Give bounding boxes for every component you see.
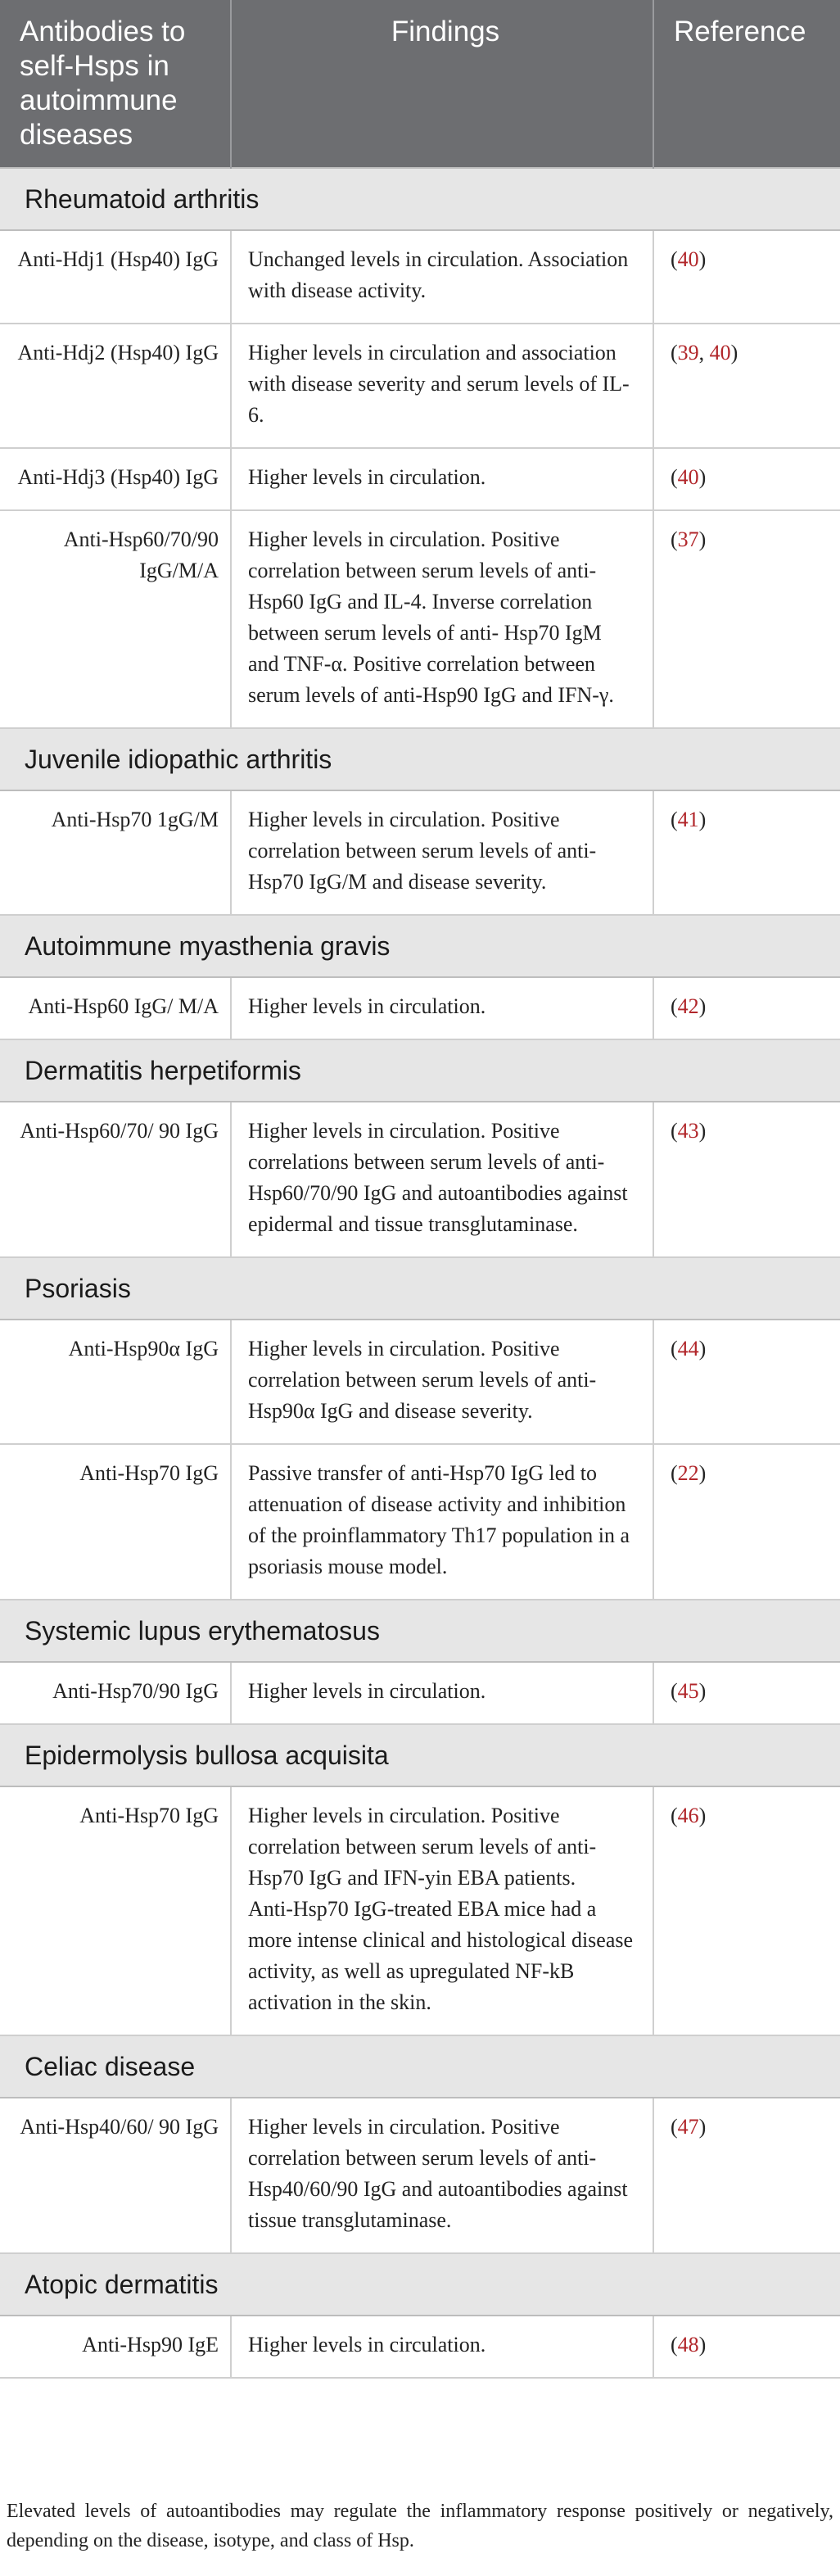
reference-cell: (48): [653, 2316, 840, 2378]
antibody-cell: Anti-Hdj2 (Hsp40) IgG: [0, 324, 231, 448]
table-row: [0, 448, 840, 510]
reference-cell: (42): [653, 977, 840, 1039]
reference-cell: (22): [653, 1444, 840, 1600]
table-row: [0, 1786, 840, 2035]
findings-cell: [231, 977, 653, 1039]
reference-cell: (46): [653, 1786, 840, 2035]
antibody-cell: Anti-Hsp40/60/ 90 IgG: [0, 2098, 231, 2253]
antibody-cell: Anti-Hdj3 (Hsp40) IgG: [0, 448, 231, 510]
reference-link[interactable]: 37: [677, 527, 699, 551]
reference-cell: (40): [653, 230, 840, 324]
table-footnote: Elevated levels of autoantibodies may regulate the inflammatory response positively or negatively, depending on the disease, isotype, and class of Hsp.: [7, 2501, 833, 2551]
findings-text: Higher levels in circulation. Positive correlation between serum levels of anti-Hsp40/60/90 IgG and autoantibodies against tissue transglutaminase.: [248, 2115, 628, 2232]
reference-link[interactable]: 42: [677, 994, 699, 1018]
findings-text: Higher levels in circulation. Positive correlation between serum levels of anti-Hsp60 IgG and IL-4. Inverse correlation between serum levels of anti- Hsp70 IgM and TNF-α. Positive correlation between serum levels of anti-Hsp90 IgG and IFN-γ.: [248, 527, 614, 707]
reference-link[interactable]: 22: [677, 1461, 699, 1485]
table-header: [0, 0, 840, 168]
disease-group-row: [0, 168, 840, 230]
findings-text: Higher levels in circulation and association with disease severity and serum levels of IL-6.: [248, 341, 630, 427]
findings-text: Higher levels in circulation.: [248, 1679, 486, 1703]
table-row: [0, 790, 840, 915]
disease-group-row: [0, 1600, 840, 1662]
header-reference: Reference: [653, 0, 840, 168]
antibody-cell: Anti-Hsp60/70/ 90 IgG: [0, 1102, 231, 1257]
antibody-cell: Anti-Hsp60/70/90 IgG/M/A: [0, 510, 231, 728]
table-row: [0, 1102, 840, 1257]
disease-group-row: [0, 1039, 840, 1102]
reference-cell: (43): [653, 1102, 840, 1257]
header-findings: Findings: [231, 0, 653, 168]
disease-name: Juvenile idiopathic arthritis: [0, 728, 840, 790]
findings-text: Unchanged levels in circulation. Association with disease activity.: [248, 247, 629, 302]
reference-cell: (40): [653, 448, 840, 510]
table-row: [0, 2098, 840, 2253]
findings-text: Higher levels in circulation. Positive correlation between serum levels of anti-Hsp90α IgG and disease severity.: [248, 1337, 597, 1423]
disease-group-row: [0, 915, 840, 977]
reference-link[interactable]: 47: [677, 2115, 699, 2139]
antibody-cell: Anti-Hsp70/90 IgG: [0, 1662, 231, 1724]
reference-link[interactable]: 40: [677, 465, 699, 489]
antibody-cell: Anti-Hdj1 (Hsp40) IgG: [0, 230, 231, 324]
table-body: [0, 168, 840, 2378]
disease-name: Celiac disease: [0, 2035, 840, 2098]
disease-group-row: [0, 2253, 840, 2316]
disease-group-row: [0, 728, 840, 790]
findings-text: Passive transfer of anti-Hsp70 IgG led to attenuation of disease activity and inhibition of the proinflammatory Th17 population in a psoriasis mouse model.: [248, 1461, 630, 1578]
reference-link[interactable]: 46: [677, 1804, 699, 1827]
antibody-cell: Anti-Hsp70 IgG: [0, 1786, 231, 2035]
reference-cell: (45): [653, 1662, 840, 1724]
reference-link[interactable]: 48: [677, 2333, 699, 2356]
antibody-cell: Anti-Hsp90α IgG: [0, 1320, 231, 1444]
disease-group-row: [0, 1257, 840, 1320]
reference-cell: (44): [653, 1320, 840, 1444]
disease-group-row: [0, 2035, 840, 2098]
findings-text: Higher levels in circulation. Positive correlations between serum levels of anti-Hsp60/70/90 IgG and autoantibodies against epidermal and tissue transglutaminase.: [248, 1119, 628, 1236]
findings-cell: [231, 1662, 653, 1724]
reference-link[interactable]: 43: [677, 1119, 699, 1143]
reference-link[interactable]: 40: [677, 247, 699, 271]
disease-name: Atopic dermatitis: [0, 2253, 840, 2316]
disease-group-row: [0, 1724, 840, 1786]
reference-link[interactable]: 45: [677, 1679, 699, 1703]
reference-link[interactable]: 44: [677, 1337, 699, 1360]
findings-cell: [231, 510, 653, 728]
findings-text: Higher levels in circulation.: [248, 465, 486, 489]
findings-cell: [231, 324, 653, 448]
reference-cell: (41): [653, 790, 840, 915]
reference-link[interactable]: 40: [709, 341, 731, 364]
disease-name: Systemic lupus erythematosus: [0, 1600, 840, 1662]
findings-cell: [231, 1320, 653, 1444]
table-row: [0, 977, 840, 1039]
table-row: [0, 1662, 840, 1724]
table-row: [0, 510, 840, 728]
findings-cell: [231, 1444, 653, 1600]
findings-cell: [231, 2098, 653, 2253]
findings-cell: [231, 230, 653, 324]
disease-name: Autoimmune myasthenia gravis: [0, 915, 840, 977]
findings-text: Higher levels in circulation. Positive correlation between serum levels of anti-Hsp70 IgG and IFN-yin EBA patients.: [248, 1804, 597, 1890]
findings-text: Higher levels in circulation. Positive correlation between serum levels of anti-Hsp70 IgG/M and disease severity.: [248, 808, 597, 894]
findings-text: Higher levels in circulation.: [248, 994, 486, 1018]
antibody-cell: Anti-Hsp60 IgG/ M/A: [0, 977, 231, 1039]
table-row: [0, 324, 840, 448]
table-row: [0, 1320, 840, 1444]
reference-cell: (37): [653, 510, 840, 728]
table-row: [0, 230, 840, 324]
table-row: [0, 2316, 840, 2378]
reference-cell: (47): [653, 2098, 840, 2253]
findings-cell: [231, 1786, 653, 2035]
reference-link[interactable]: 41: [677, 808, 699, 831]
findings-text-secondary: Anti-Hsp70 IgG-treated EBA mice had a more intense clinical and histological disease activity, as well as upregulated NF-kB activation in the skin.: [248, 1897, 634, 2014]
findings-cell: [231, 1102, 653, 1257]
table-row: [0, 1444, 840, 1600]
antibody-cell: Anti-Hsp70 1gG/M: [0, 790, 231, 915]
findings-cell: [231, 790, 653, 915]
disease-name: Rheumatoid arthritis: [0, 168, 840, 230]
header-antibodies: Antibodies to self-Hsps in autoimmune diseases: [0, 0, 231, 168]
disease-name: Dermatitis herpetiformis: [0, 1039, 840, 1102]
findings-cell: [231, 448, 653, 510]
reference-link[interactable]: 39: [677, 341, 699, 364]
disease-name: Psoriasis: [0, 1257, 840, 1320]
antibody-cell: Anti-Hsp90 IgE: [0, 2316, 231, 2378]
reference-cell: (39, 40): [653, 324, 840, 448]
findings-text: Higher levels in circulation.: [248, 2333, 486, 2356]
antibody-cell: Anti-Hsp70 IgG: [0, 1444, 231, 1600]
disease-name: Epidermolysis bullosa acquisita: [0, 1724, 840, 1786]
findings-cell: [231, 2316, 653, 2378]
